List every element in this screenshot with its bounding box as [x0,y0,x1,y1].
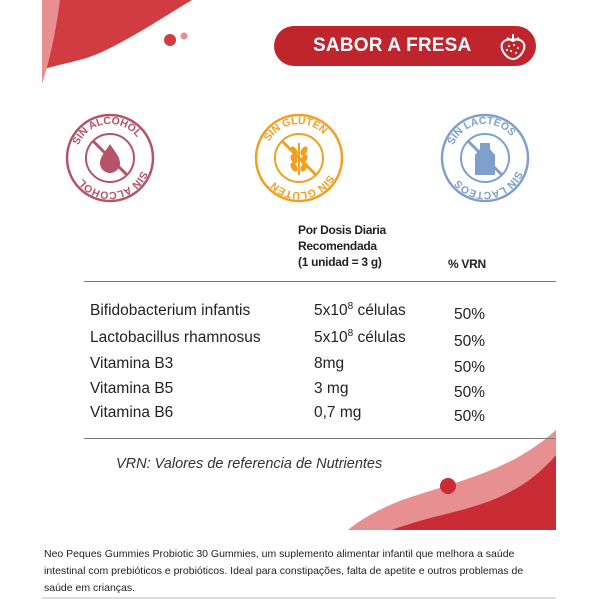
badge-label: SIN ALCOHOL [70,114,144,147]
nutrient-amount: $5x10^8$ células [314,300,406,319]
table-row [90,404,550,428]
nutrient-amount: 0,7 mg [314,404,362,421]
badge-sin-gluten [254,113,344,203]
nutrient-name: Lactobacillus rhamnosus [90,329,261,346]
vrn-header: % VRN [448,257,486,271]
nutrient-amount: 3 mg [314,380,349,397]
badge-label-repeat: SIN LÁCTEOS [452,169,525,202]
nutrient-amount: 8mg [314,355,345,372]
nutrient-vrn: 50% [454,408,486,425]
product-description: Neo Peques Gummies Probiotic 30 Gummies, um suplemento alimentar infantil que melhora a saúde intestinal com prebióticos e probióticos. Ideal para constipações, falta de apetite e outros problemas de saúde em crianças. [44,548,524,594]
nutrient-name: Vitamina B6 [90,404,174,421]
svg-text:SIN LÁCTEOS [445,115,518,147]
dose-header [298,222,386,270]
dose-header-line-1: Por Dosis Diaria [298,223,386,237]
badge-label-repeat: SIN GLUTEN [268,172,337,202]
table-top-rule [84,281,556,282]
flavor-label: SABOR A FRESA [313,35,472,56]
nutrient-vrn: 50% [454,359,486,376]
strawberry-icon [498,32,528,60]
nutrient-vrn: 50% [454,306,486,323]
table-row [90,380,550,404]
flavor-banner [274,26,536,66]
dot-small [181,33,188,40]
badge-label: SIN LÁCTEOS [445,114,518,147]
nutrient-vrn: 50% [454,333,486,350]
nutrient-name: Vitamina B5 [90,380,174,397]
bottom-divider [42,597,556,599]
vrn-footnote: VRN: Valores de referencia de Nutrientes [116,456,383,472]
dot-big [164,34,176,46]
svg-text:SIN ALCOHOL [70,115,144,147]
nutrient-amount: $5x10^8$ células [314,327,406,346]
badge-label: SIN GLUTEN [261,114,330,144]
dot-bottom-small [426,491,434,499]
dose-header-line-2: Recomendada [298,239,377,253]
dot-bottom-big [440,478,456,494]
table-row [90,302,550,326]
badge-label-repeat: SIN ALCOHOL [76,169,150,202]
badge-sin-alcohol [65,113,155,203]
product-card [42,0,556,530]
dose-header-line-3: (1 unidad = 3 g) [298,255,382,269]
table-bottom-rule [84,438,556,439]
nutrient-vrn: 50% [454,384,486,401]
badge-sin-lacteos [440,113,530,203]
nutrient-name: Vitamina B3 [90,355,174,372]
svg-text:SIN ALCOHOL [76,169,150,201]
table-row [90,355,550,379]
nutrient-name: Bifidobacterium infantis [90,302,251,319]
table-row [90,329,550,353]
